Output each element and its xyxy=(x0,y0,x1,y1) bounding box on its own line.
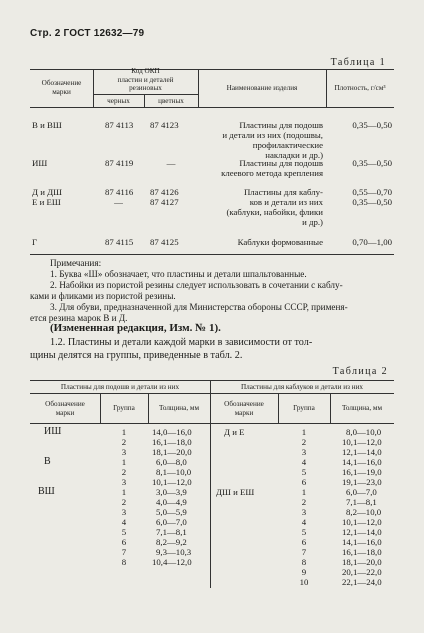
t2-cell-group: 3 xyxy=(301,447,307,457)
t2-cell-thickness: 10,1—12,0 xyxy=(342,437,382,447)
t2-cell-thickness: 5,0—5,9 xyxy=(156,507,187,517)
note-item: ками и фликами из пористой резины. xyxy=(30,291,176,301)
t2-cell-group: 4 xyxy=(301,517,307,527)
t2-cell-mark: Д и Е xyxy=(224,427,245,437)
t2-cell-thickness: 9,3—10,3 xyxy=(156,547,192,557)
t2-cell-thickness: 6,0—7,0 xyxy=(346,487,377,497)
note-item: ется резина марок В и Д. xyxy=(30,313,128,323)
t1-cell-density: 0,35—0,50 xyxy=(352,197,392,207)
t2-cell-group: 2 xyxy=(121,497,127,507)
t2-cell-thickness: 10,4—12,0 xyxy=(152,557,192,567)
t1-cell-mark: Д и ДШ xyxy=(32,187,62,197)
t2-cell-thickness: 20,1—22,0 xyxy=(342,567,382,577)
t2-cell-thickness: 7,1—8,1 xyxy=(346,497,377,507)
t1-cell-density: 0,55—0,70 xyxy=(352,187,392,197)
t2-cell-group: 8 xyxy=(121,557,127,567)
t2-cell-group: 7 xyxy=(121,547,127,557)
t2-cell-thickness: 6,0—8,0 xyxy=(156,457,187,467)
t2-cell-mark: В xyxy=(44,456,51,467)
t2-cell-group: 3 xyxy=(301,507,307,517)
t1-cell-name: Пластины для подошв клеевого метода крепления xyxy=(221,158,323,178)
t2-cell-thickness: 18,1—20,0 xyxy=(152,447,192,457)
t1-cell-mark: В и ВШ xyxy=(32,120,62,130)
t2-cell-group: 2 xyxy=(301,497,307,507)
table1-caption: Таблица 1 xyxy=(330,57,386,68)
t2-cell-thickness: 10,1—12,0 xyxy=(152,477,192,487)
t2-right-header-thickness: Толщина, мм xyxy=(341,404,383,412)
t2-cell-group: 2 xyxy=(301,437,307,447)
t2-cell-thickness: 14,1—16,0 xyxy=(342,537,382,547)
t2-cell-group: 2 xyxy=(121,467,127,477)
t1-cell-density: 0,35—0,50 xyxy=(352,158,392,168)
t1-cell-name: Пластины для подошв и детали из них (подошвы, профилактические накладки и др.) xyxy=(222,120,323,160)
t2-left-title: Пластины для подошв и детали из них xyxy=(60,383,180,391)
t1-header-black: черных xyxy=(107,97,130,105)
t2-cell-group: 1 xyxy=(301,427,307,437)
t2-cell-mark: ИШ xyxy=(44,426,62,437)
t2-left-header-group: Группа xyxy=(113,404,135,412)
t1-header-code: Код ОКП пластин и деталей резиновых xyxy=(117,67,174,93)
t2-cell-thickness: 10,1—12,0 xyxy=(342,517,382,527)
t1-header-mark: Обозначение марки xyxy=(41,79,82,96)
clause-text: щины делятся на группы, приведенные в табл. 2. xyxy=(30,350,243,361)
t2-cell-thickness: 8,1—10,0 xyxy=(156,467,192,477)
clause-text: 1.2. Пластины и детали каждой марки в зависимости от тол- xyxy=(50,337,313,348)
t1-cell-colored: 87 4123 xyxy=(150,120,179,130)
t1-cell-mark: Г xyxy=(32,237,38,247)
t1-cell-black: — xyxy=(114,197,123,207)
t2-cell-group: 1 xyxy=(121,487,127,497)
t1-header-density: Плотность, г/см³ xyxy=(334,84,386,92)
t2-cell-thickness: 8,2—10,0 xyxy=(346,507,382,517)
notes-title: Примечания: xyxy=(50,258,102,268)
note-item: 3. Для обуви, предназначенной для Министерства обороны СССР, применя- xyxy=(50,302,348,312)
t1-cell-black: 87 4113 xyxy=(105,120,134,130)
t2-cell-thickness: 14,1—16,0 xyxy=(342,457,382,467)
t2-cell-group: 6 xyxy=(301,537,307,547)
t2-cell-group: 2 xyxy=(121,437,127,447)
t2-right-header-group: Группа xyxy=(293,404,315,412)
t2-cell-thickness: 8,0—10,0 xyxy=(346,427,382,437)
t1-cell-colored: 87 4127 xyxy=(150,197,179,207)
t1-cell-name: Пластины для каблу- ков и детали из них (каблуки, набойки, флики и др.) xyxy=(226,187,323,227)
t2-cell-thickness: 18,1—20,0 xyxy=(342,557,382,567)
t2-cell-thickness: 3,0—3,9 xyxy=(156,487,187,497)
t2-cell-group: 4 xyxy=(301,457,307,467)
t2-cell-thickness: 12,1—14,0 xyxy=(342,527,382,537)
page-header: Стр. 2 ГОСТ 12632—79 xyxy=(30,28,145,39)
t1-cell-mark: Е и ЕШ xyxy=(32,197,61,207)
t2-left-header-thickness: Толщина, мм xyxy=(158,404,200,412)
t1-cell-mark: ИШ xyxy=(32,158,48,168)
note-item: 1. Буква «Ш» обозначает, что пластины и детали шпальтованные. xyxy=(50,269,307,279)
t2-cell-thickness: 6,0—7,0 xyxy=(156,517,187,527)
t2-cell-thickness: 8,2—9,2 xyxy=(156,537,187,547)
t2-right-title: Пластины для каблуков и детали из них xyxy=(240,383,364,391)
t2-cell-thickness: 4,0—4,9 xyxy=(156,497,187,507)
t2-cell-group: 6 xyxy=(301,477,307,487)
t2-cell-group: 1 xyxy=(121,457,127,467)
t2-cell-thickness: 16,1—18,0 xyxy=(152,437,192,447)
t2-right-header-mark: Обозначение марки xyxy=(224,400,264,417)
t2-cell-group: 3 xyxy=(121,507,127,517)
t1-cell-black: 87 4115 xyxy=(105,237,134,247)
t2-cell-mark: ВШ xyxy=(38,486,55,497)
t2-cell-group: 3 xyxy=(121,477,127,487)
t2-cell-thickness: 14,0—16,0 xyxy=(152,427,192,437)
t2-cell-thickness: 22,1—24,0 xyxy=(342,577,382,587)
t1-header-colored: цветных xyxy=(158,97,184,105)
t2-cell-group: 3 xyxy=(121,447,127,457)
note-item: 2. Набойки из пористой резины следует использовать в сочетании с каблу- xyxy=(50,280,343,290)
t1-header-name: Наименование изделия xyxy=(226,84,298,92)
t2-cell-group: 10 xyxy=(299,577,309,587)
t2-cell-group: 1 xyxy=(121,427,127,437)
t2-cell-thickness: 16,1—18,0 xyxy=(342,547,382,557)
t1-cell-density: 0,35—0,50 xyxy=(352,120,392,130)
amendment-note: (Измененная редакция, Изм. № 1). xyxy=(50,322,221,334)
t2-left-header-mark: Обозначение марки xyxy=(45,400,85,417)
t2-cell-group: 7 xyxy=(301,547,307,557)
t1-cell-black: 87 4116 xyxy=(105,187,134,197)
table2-caption: Таблица 2 xyxy=(332,366,388,377)
t2-cell-mark: ДШ и ЕШ xyxy=(216,487,255,497)
t2-cell-group: 9 xyxy=(301,567,307,577)
t2-cell-thickness: 16,1—19,0 xyxy=(342,467,382,477)
t2-cell-thickness: 12,1—14,0 xyxy=(342,447,382,457)
t2-cell-group: 5 xyxy=(301,527,307,537)
t1-cell-name: Каблуки формованные xyxy=(237,237,323,247)
t2-cell-thickness: 7,1—8,1 xyxy=(156,527,187,537)
t1-cell-colored: 87 4125 xyxy=(150,237,179,247)
t2-cell-group: 4 xyxy=(121,517,127,527)
t1-cell-black: 87 4119 xyxy=(105,158,134,168)
t2-cell-group: 8 xyxy=(301,557,307,567)
t2-cell-group: 6 xyxy=(121,537,127,547)
t2-cell-group: 5 xyxy=(301,467,307,477)
t2-cell-group: 5 xyxy=(121,527,127,537)
t1-cell-colored: — xyxy=(166,158,176,168)
t2-cell-thickness: 19,1—23,0 xyxy=(342,477,382,487)
t1-cell-colored: 87 4126 xyxy=(150,187,179,197)
t1-cell-density: 0,70—1,00 xyxy=(352,237,392,247)
t2-cell-group: 1 xyxy=(301,487,307,497)
